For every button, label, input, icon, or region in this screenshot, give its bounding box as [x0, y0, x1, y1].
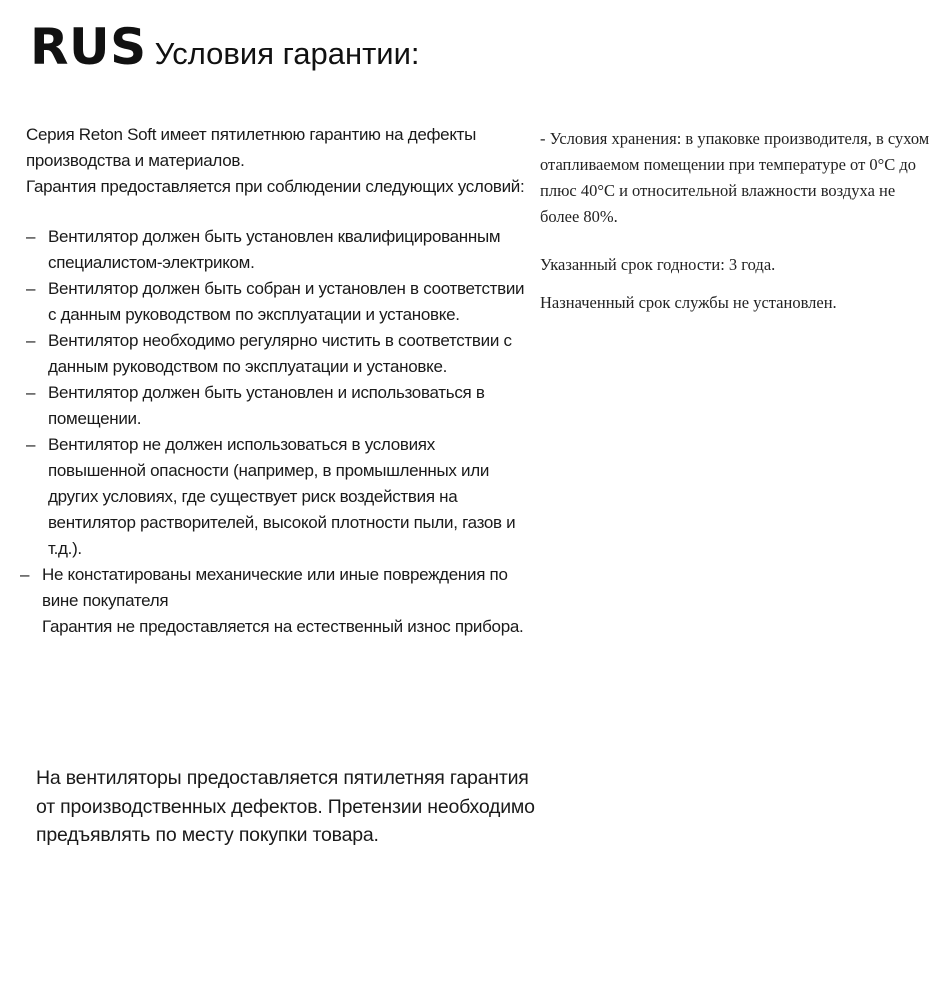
- warranty-summary: На вентиляторы предоставляется пятилетняя гарантия от производственных дефектов. Претензии необходимо предъявлять по месту покупки товара.: [36, 767, 535, 846]
- condition-item: [26, 432, 526, 562]
- condition-text: – Не констатированы механические или иные повреждения по вине покупателя: [42, 565, 508, 610]
- storage-conditions: - Условия хранения: в упаковке производителя, в сухом отапливаемом помещении при температуре от 0°C до плюс 40°C и относительной влажности воздуха не более 80%.: [540, 129, 930, 226]
- language-code: RUS: [30, 18, 147, 76]
- service-life: Назначенный срок службы не установлен.: [540, 293, 837, 312]
- condition-item: [26, 276, 526, 328]
- intro-paragraph-warranty: Серия Reton Soft имеет пятилетнюю гарантию на дефекты производства и материалов.: [26, 125, 477, 170]
- condition-text: – Вентилятор не должен использоваться в условиях повышенной опасности (например, в промышленных или других условиях, где существует риск воздействия на вентилятор растворителей, высокой плотности пыли, газов и т.д.).: [48, 435, 516, 558]
- warranty-conditions-column: [26, 122, 526, 640]
- storage-column: [540, 126, 935, 316]
- shelf-life: Указанный срок годности: 3 года.: [540, 255, 776, 274]
- condition-item: [26, 380, 526, 432]
- condition-item: [26, 224, 526, 276]
- condition-item: [20, 562, 526, 614]
- condition-text: – Вентилятор должен быть установлен квалифицированным специалистом-электриком.: [48, 227, 501, 272]
- page-title: [30, 18, 420, 76]
- intro-paragraph-conditions: Гарантия предоставляется при соблюдении следующих условий:: [26, 177, 525, 196]
- warranty-heading: Условия гарантии:: [154, 36, 420, 71]
- conditions-list: [26, 224, 526, 614]
- condition-text: – Вентилятор должен быть собран и установлен в соответствии с данным руководством по эксплуатации и установке.: [48, 279, 525, 324]
- condition-text: – Вентилятор необходимо регулярно чистить в соответствии с данным руководством по эксплуатации и установке.: [48, 331, 512, 376]
- wear-exclusion-note: Гарантия не предоставляется на естественный износ прибора.: [42, 617, 524, 636]
- condition-text: – Вентилятор должен быть установлен и использоваться в помещении.: [48, 383, 485, 428]
- warranty-intro: [26, 122, 526, 200]
- condition-item: [26, 328, 526, 380]
